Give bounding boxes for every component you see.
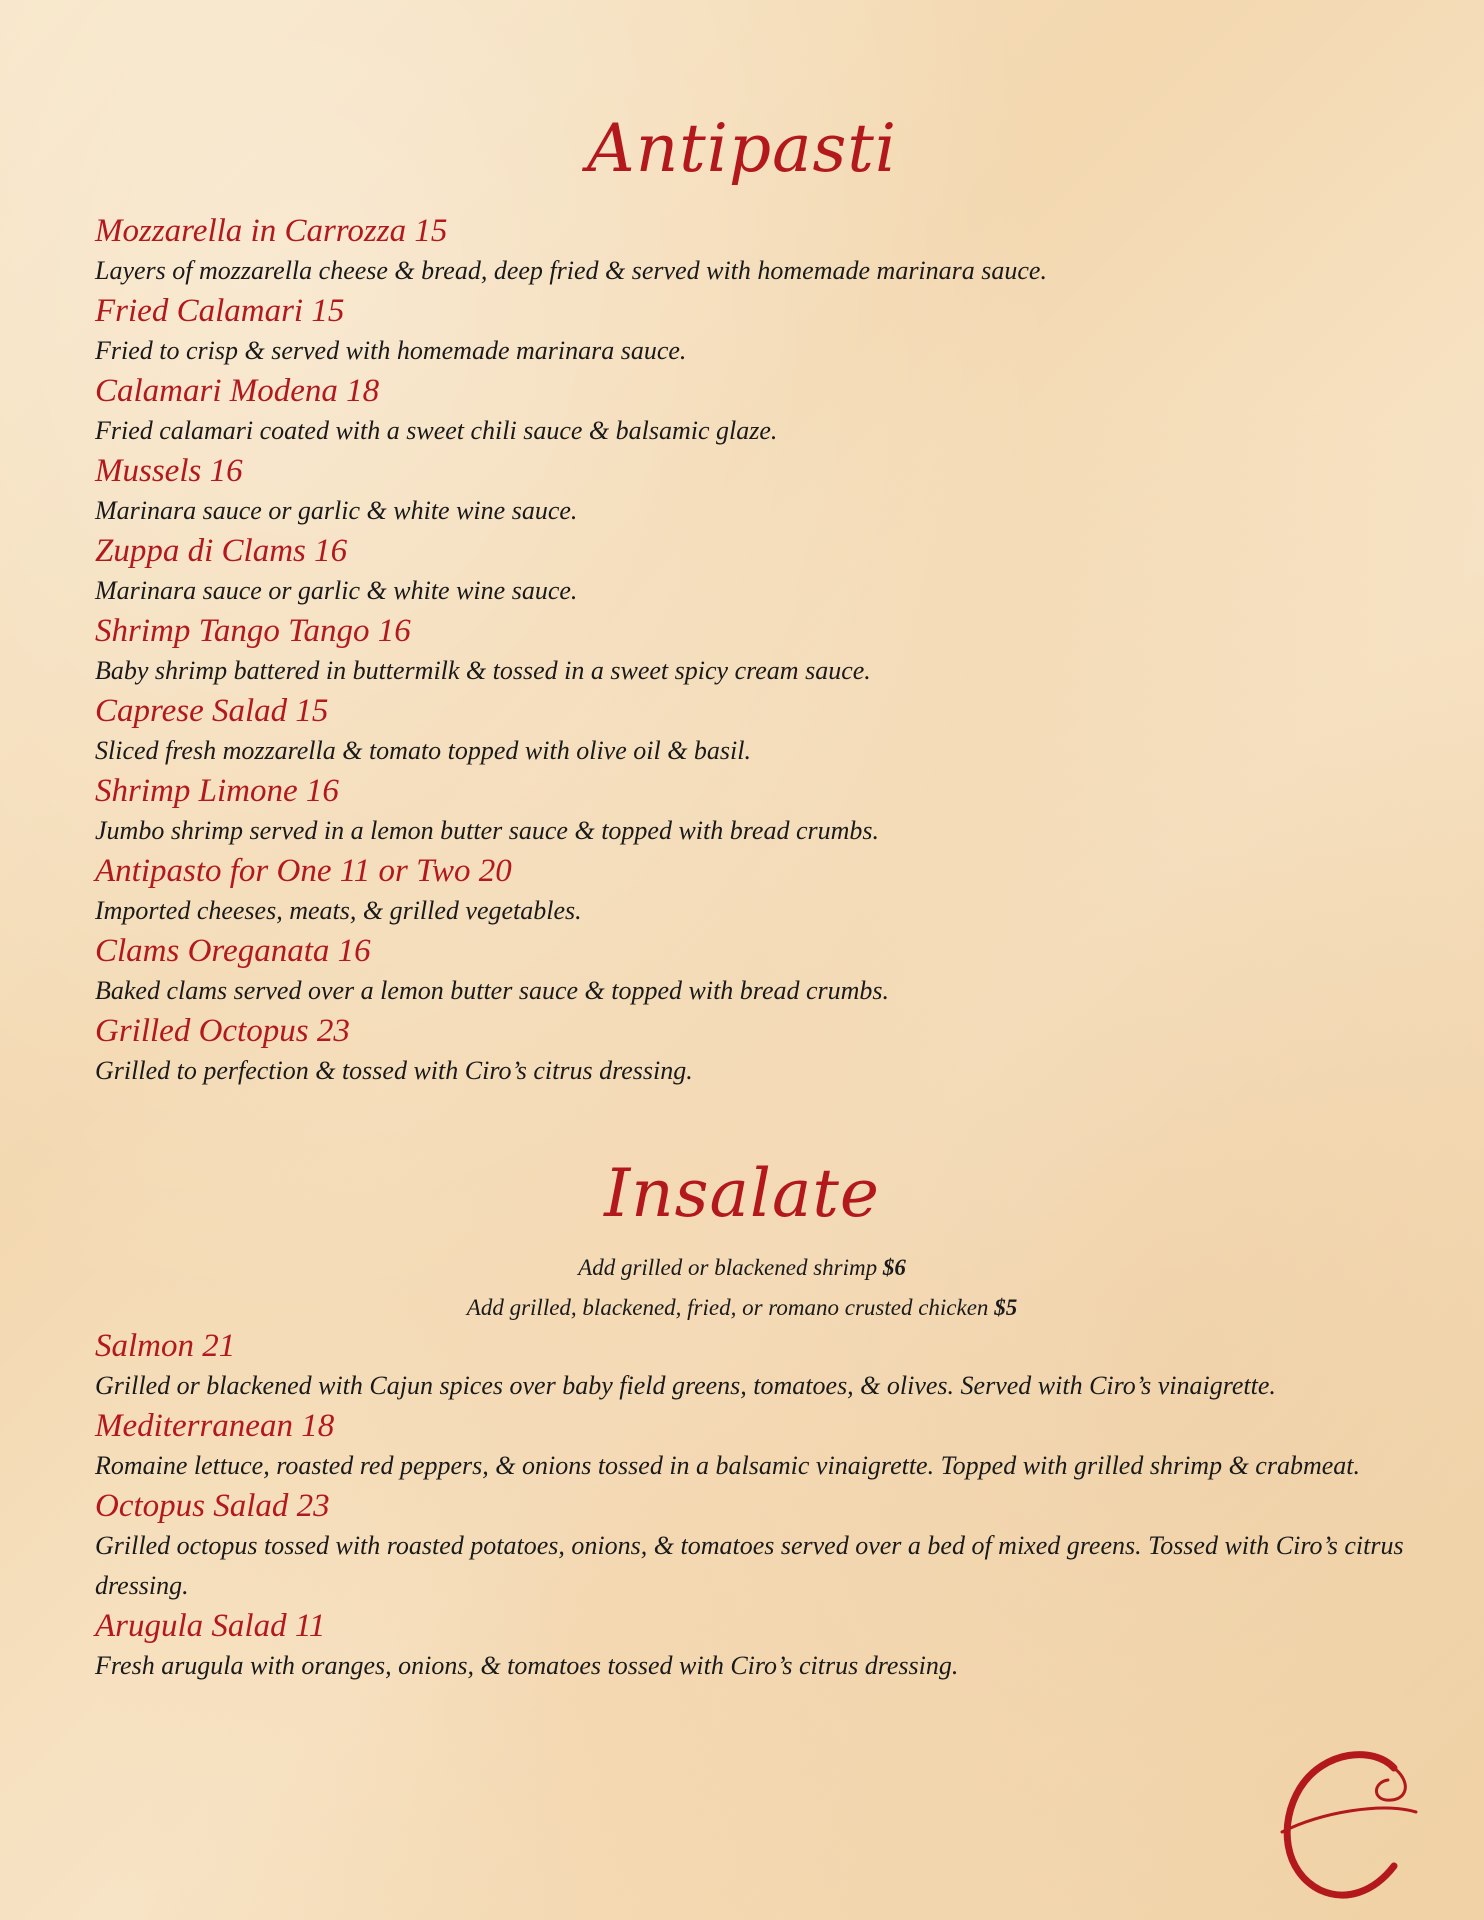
- item-name: Zuppa di Clams 16: [95, 533, 348, 569]
- menu-item: [95, 931, 1425, 1011]
- item-description: Grilled to perfection & tossed with Ciro’s citrus dressing.: [95, 1056, 693, 1085]
- addon-price: $5: [994, 1295, 1018, 1320]
- menu-item: [95, 451, 1425, 531]
- insalate-title: Insalate: [604, 1155, 880, 1232]
- item-name: Octopus Salad 23: [95, 1488, 330, 1524]
- menu-item: [95, 851, 1425, 931]
- item-description: Marinara sauce or garlic & white wine sauce.: [95, 496, 578, 525]
- item-description: Grilled octopus tossed with roasted potatoes, onions, & tomatoes served over a bed of mixed greens. Tossed with Ciro’s citrus dressing.: [95, 1531, 1404, 1600]
- item-description: Layers of mozzarella cheese & bread, deep fried & served with homemade marinara sauce.: [95, 256, 1047, 285]
- item-name: Shrimp Limone 16: [95, 773, 339, 809]
- item-name: Arugula Salad 11: [95, 1608, 326, 1644]
- item-name: Shrimp Tango Tango 16: [95, 613, 411, 649]
- insalate-addons: [0, 1248, 1484, 1328]
- menu-item: [95, 1011, 1425, 1091]
- item-name: Mussels 16: [95, 453, 243, 489]
- menu-item: [95, 1406, 1425, 1486]
- menu-item: [95, 691, 1425, 771]
- menu-item: [95, 291, 1425, 371]
- menu-item: [95, 611, 1425, 691]
- addon-text: Add grilled, blackened, fried, or romano crusted chicken: [466, 1295, 989, 1320]
- menu-item: [95, 211, 1425, 291]
- insalate-list: [95, 1326, 1425, 1686]
- item-description: Imported cheeses, meats, & grilled vegetables.: [95, 896, 582, 925]
- item-name: Mediterranean 18: [95, 1408, 335, 1444]
- item-description: Baked clams served over a lemon butter sauce & topped with bread crumbs.: [95, 976, 890, 1005]
- menu-item: [95, 1486, 1425, 1606]
- item-description: Grilled or blackened with Cajun spices over baby field greens, tomatoes, & olives. Served with Ciro’s vinaigrette.: [95, 1371, 1276, 1400]
- item-name: Antipasto for One 11 or Two 20: [95, 853, 512, 889]
- item-description: Marinara sauce or garlic & white wine sauce.: [95, 576, 578, 605]
- addon-note: [0, 1248, 1484, 1288]
- item-name: Calamari Modena 18: [95, 373, 380, 409]
- monogram-logo: [1262, 1740, 1422, 1910]
- item-name: Clams Oreganata 16: [95, 933, 371, 969]
- item-description: Fried to crisp & served with homemade marinara sauce.: [95, 336, 687, 365]
- item-description: Jumbo shrimp served in a lemon butter sauce & topped with bread crumbs.: [95, 816, 879, 845]
- item-description: Sliced fresh mozzarella & tomato topped with olive oil & basil.: [95, 736, 751, 765]
- item-description: Romaine lettuce, roasted red peppers, & onions tossed in a balsamic vinaigrette. Topped with grilled shrimp & crabmeat.: [95, 1451, 1360, 1480]
- addon-text: Add grilled or blackened shrimp: [578, 1255, 878, 1280]
- addon-note: [0, 1288, 1484, 1328]
- item-name: Mozzarella in Carrozza 15: [95, 213, 448, 249]
- menu-item: [95, 771, 1425, 851]
- item-name: Caprese Salad 15: [95, 693, 329, 729]
- addon-price: $6: [882, 1255, 906, 1280]
- item-name: Salmon 21: [95, 1328, 236, 1364]
- menu-item: [95, 531, 1425, 611]
- antipasti-title: Antipasti: [587, 110, 897, 187]
- menu-item: [95, 371, 1425, 451]
- item-name: Grilled Octopus 23: [95, 1013, 350, 1049]
- menu-item: [95, 1606, 1425, 1686]
- item-description: Baby shrimp battered in buttermilk & tossed in a sweet spicy cream sauce.: [95, 656, 871, 685]
- antipasti-list: [95, 211, 1425, 1091]
- item-description: Fried calamari coated with a sweet chili sauce & balsamic glaze.: [95, 416, 778, 445]
- item-name: Fried Calamari 15: [95, 293, 345, 329]
- item-description: Fresh arugula with oranges, onions, & tomatoes tossed with Ciro’s citrus dressing.: [95, 1651, 959, 1680]
- menu-item: [95, 1326, 1425, 1406]
